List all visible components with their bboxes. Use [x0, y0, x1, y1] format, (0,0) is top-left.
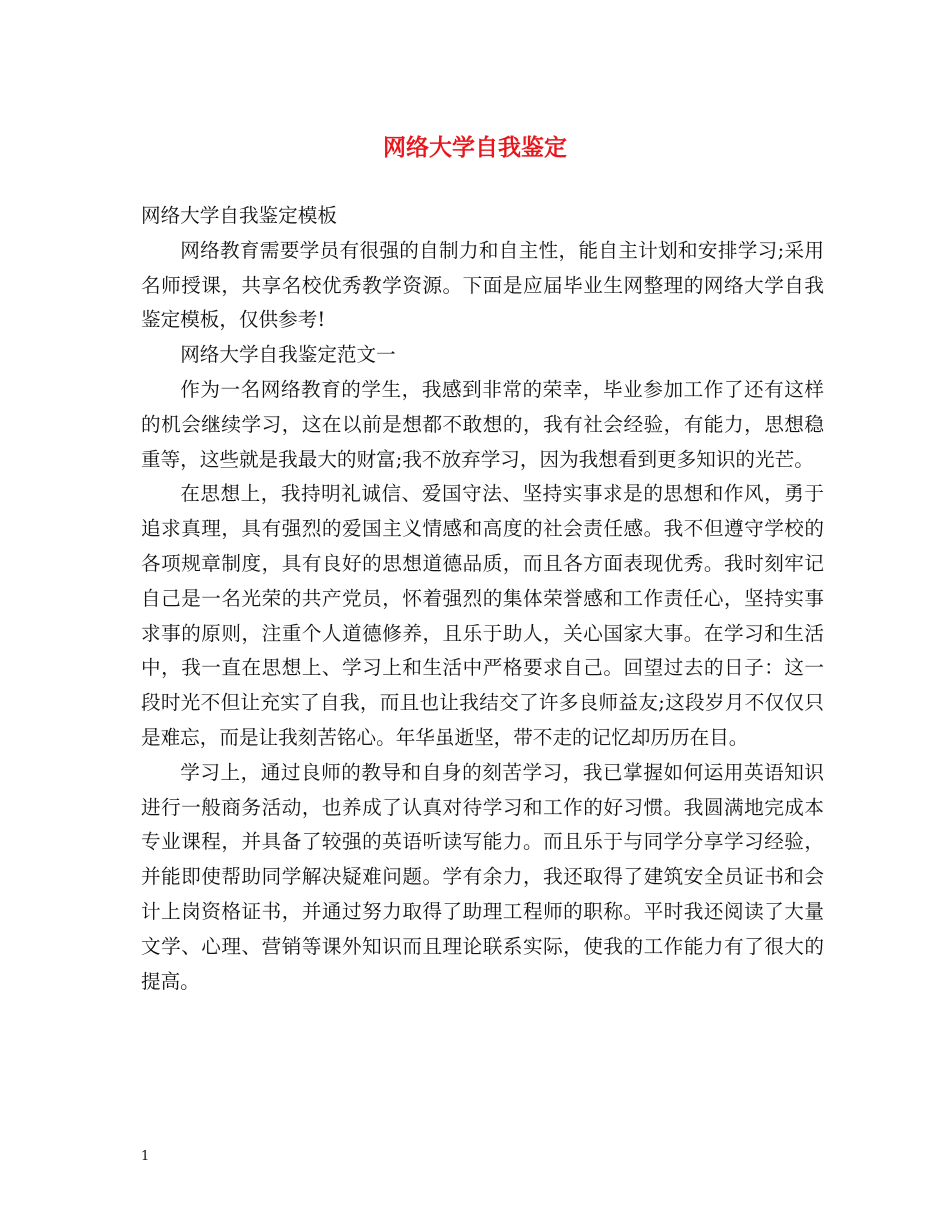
paragraph-2: 在思想上，我持明礼诚信、爱国守法、坚持实事求是的思想和作风，勇于追求真理，具有强烈的爱国主义情感和高度的社会责任感。我不但遵守学校的各项规章制度，具有良好的思想道德品质，而且各方面表现优秀。我时刻牢记自己是一名光荣的共产党员，怀着强烈的集体荣誉感和工作责任心，坚持实事求事的原则，注重个人道德修养，且乐于助人，关心国家大事。在学习和生活中，我一直在思想上、学习上和生活中严格要求自己。回望过去的日子：这一段时光不但让充实了自我，而且也让我结交了许多良师益友;这段岁月不仅仅只是难忘，而是让我刻苦铭心。年华虽逝坚，带不走的记忆却历历在目。	[141, 482, 824, 749]
document-body	[141, 199, 824, 999]
section-heading: 网络大学自我鉴定范文一	[180, 343, 396, 367]
paragraph-1: 作为一名网络教育的学生，我感到非常的荣幸，毕业参加工作了还有这样的机会继续学习，这在以前是想都不敢想的，我有社会经验，有能力，思想稳重等，这些就是我最大的财富;我不放弃学习，因为我想看到更多知识的光芒。	[141, 377, 824, 471]
intro-paragraph: 网络教育需要学员有很强的自制力和自主性，能自主计划和安排学习;采用名师授课，共享名校优秀教学资源。下面是应届毕业生网整理的网络大学自我鉴定模板，仅供参考!	[141, 238, 824, 332]
paragraph-3: 学习上，通过良师的教导和自身的刻苦学习，我已掌握如何运用英语知识进行一般商务活动，也养成了认真对待学习和工作的好习惯。我圆满地完成本专业课程，并具备了较强的英语听读写能力。而且乐于与同学分享学习经验，并能即使帮助同学解决疑难问题。学有余力，我还取得了建筑安全员证书和会计上岗资格证书，并通过努力取得了助理工程师的职称。平时我还阅读了大量文学、心理、营销等课外知识而且理论联系实际，使我的工作能力有了很大的提高。	[141, 760, 824, 993]
subtitle-line: 网络大学自我鉴定模板	[141, 204, 337, 227]
page-number: 1	[141, 1149, 150, 1164]
document-title: 网络大学自我鉴定	[383, 134, 567, 161]
